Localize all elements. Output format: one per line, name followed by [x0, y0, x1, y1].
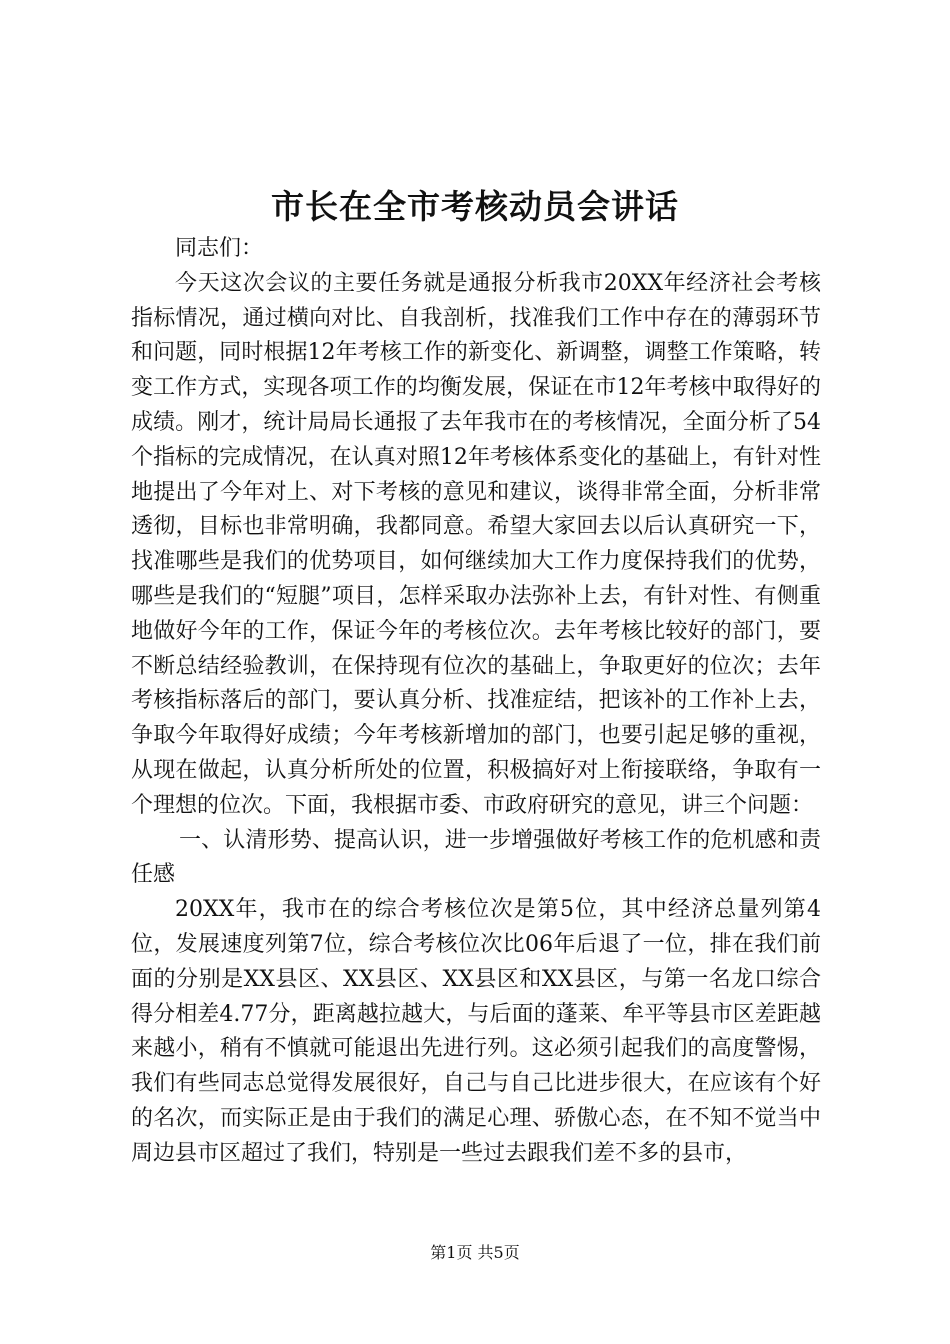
section-heading-1: 一、认清形势、提高认识，进一步增强做好考核工作的危机感和责任感: [131, 827, 821, 888]
intro-paragraph: 今天这次会议的主要任务就是通报分析我市20XX年经济社会考核指标情况，通过横向对比、自我剖析，找准我们工作中存在的薄弱环节和问题，同时根据12年考核工作的新变化、新调整，调整工作策略，转变工作方式，实现各项工作的均衡发展，保证在市12年考核中取得好的成绩。刚才，统计局局长通报了去年我市在的考核情况，全面分析了54个指标的完成情况，在认真对照12年考核体系变化的基础上，有针对性地提出了今年对上、对下考核的意见和建议，谈得非常全面，分析非常透彻，目标也非常明确，我都同意。希望大家回去以后认真研究一下，找准哪些是我们的优势项目，如何继续加大工作力度保持我们的优势，哪些是我们的“短腿”项目，怎样采取办法弥补上去，有针对性、有侧重地做好今年的工作，保证今年的考核位次。去年考核比较好的部门，要不断总结经验教训，在保持现有位次的基础上，争取更好的位次；去年考核指标落后的部门，要认真分析、找准症结，把该补的工作补上去，争取今年取得好成绩；今年考核新增加的部门，也要引起足够的重视，从现在做起，认真分析所处的位置，积极搞好对上衔接联络，争取有一个理想的位次。下面，我根据市委、市政府研究的意见，讲三个问题：: [131, 270, 821, 818]
document-body: [131, 232, 821, 1172]
salutation-paragraph: 同志们：: [175, 236, 264, 261]
section-1-paragraph: 20XX年，我市在的综合考核位次是第5位，其中经济总量列第4位，发展速度列第7位，综合考核位次比06年后退了一位，排在我们前面的分别是XX县区、XX县区、XX县区和XX县区，与第一名龙口综合得分相差4.77分，距离越拉越大，与后面的蓬莱、牟平等县市区差距越来越小，稍有不慎就可能退出先进行列。这必须引起我们的高度警惕，我们有些同志总觉得发展很好，自己与自己比进步很大，在应该有个好的名次，而实际正是由于我们的满足心理、骄傲心态，在不知不觉当中周边县市区超过了我们，特别是一些过去跟我们差不多的县市，: [131, 897, 821, 1166]
page-footer: 第1页 共5页: [430, 1243, 520, 1262]
document-title: 市长在全市考核动员会讲话: [271, 187, 679, 226]
